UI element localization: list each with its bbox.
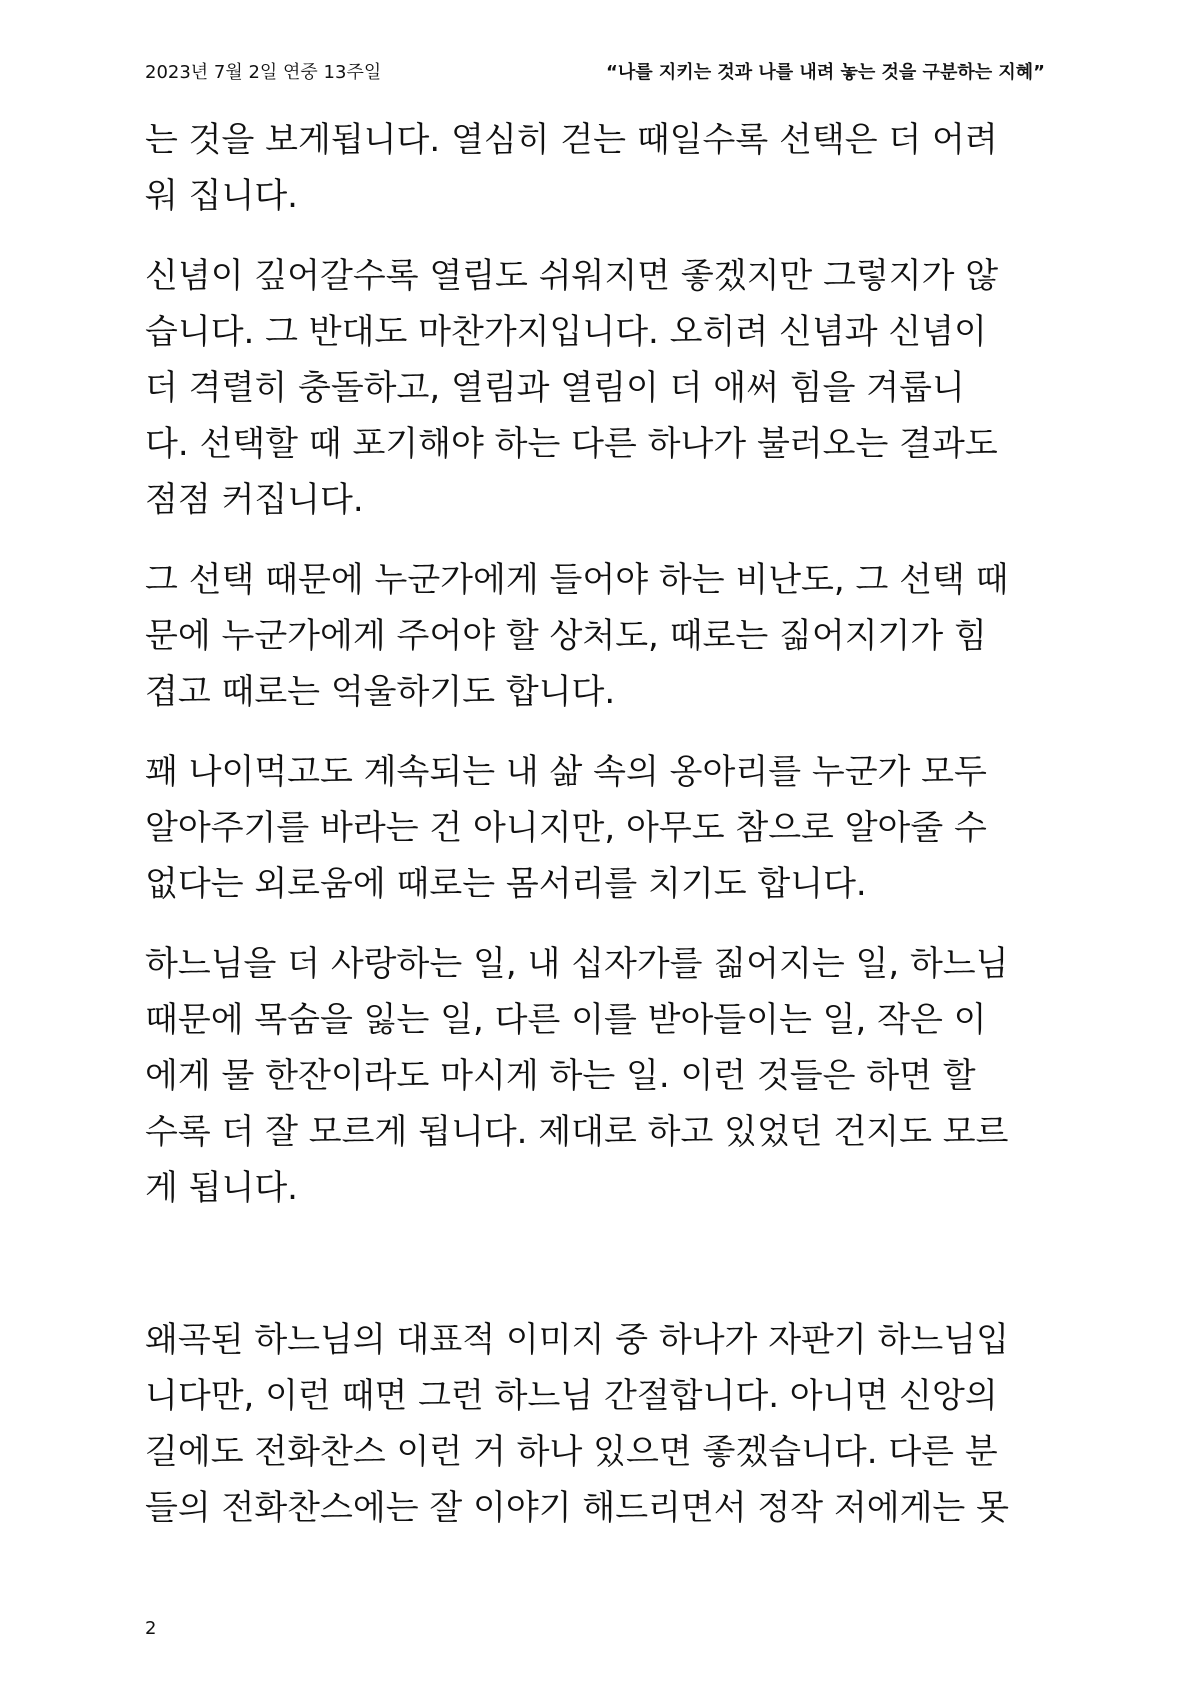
- paragraph: 그 선택 때문에 누군가에게 들어야 하는 비난도, 그 선택 때 문에 누군가에게 주어야 할 상처도, 때로는 짊어지기가 힘 겹고 때로는 억울하기도 합니다.: [145, 560, 1009, 712]
- header-title: “나를 지키는 것과 나를 내려 놓는 것을 구분하는 지혜”: [606, 62, 1045, 83]
- body-text: [145, 112, 1050, 1560]
- paragraph: 신념이 깊어갈수록 열림도 쉬워지면 좋겠지만 그렇지가 않 습니다. 그 반대도 마찬가지입니다. 오히려 신념과 신념이 더 격렬히 충돌하고, 열림과 열림이 더 애써 힘을 겨룹니 다. 선택할 때 포기해야 하는 다른 하나가 불러오는 결과도 점점 커집니다.: [145, 256, 999, 520]
- paragraph: 꽤 나이먹고도 계속되는 내 삶 속의 옹아리를 누군가 모두 알아주기를 바라는 건 아니지만, 아무도 참으로 알아줄 수 없다는 외로움에 때로는 몸서리를 치기도 합니다.: [145, 752, 987, 904]
- page-header: [145, 58, 1045, 88]
- page-number: 2: [145, 1618, 157, 1639]
- paragraph: 왜곡된 하느님의 대표적 이미지 중 하나가 자판기 하느님입 니다만, 이런 때면 그런 하느님 간절합니다. 아니면 신앙의 길에도 전화찬스 이런 거 하나 있으면 좋겠습니다. 다른 분 들의 전화찬스에는 잘 이야기 해드리면서 정작 저에게는 못: [145, 1320, 1009, 1528]
- header-date: 2023년 7월 2일 연중 13주일: [145, 62, 382, 83]
- paragraph: 하느님을 더 사랑하는 일, 내 십자가를 짊어지는 일, 하느님 때문에 목숨을 잃는 일, 다른 이를 받아들이는 일, 작은 이 에게 물 한잔이라도 마시게 하는 일. 이런 것들은 하면 할 수록 더 잘 모르게 됩니다. 제대로 하고 있었던 건지도 모르 게 됩니다.: [145, 944, 1009, 1208]
- paragraph: 는 것을 보게됩니다. 열심히 걷는 때일수록 선택은 더 어려 워 집니다.: [145, 120, 998, 216]
